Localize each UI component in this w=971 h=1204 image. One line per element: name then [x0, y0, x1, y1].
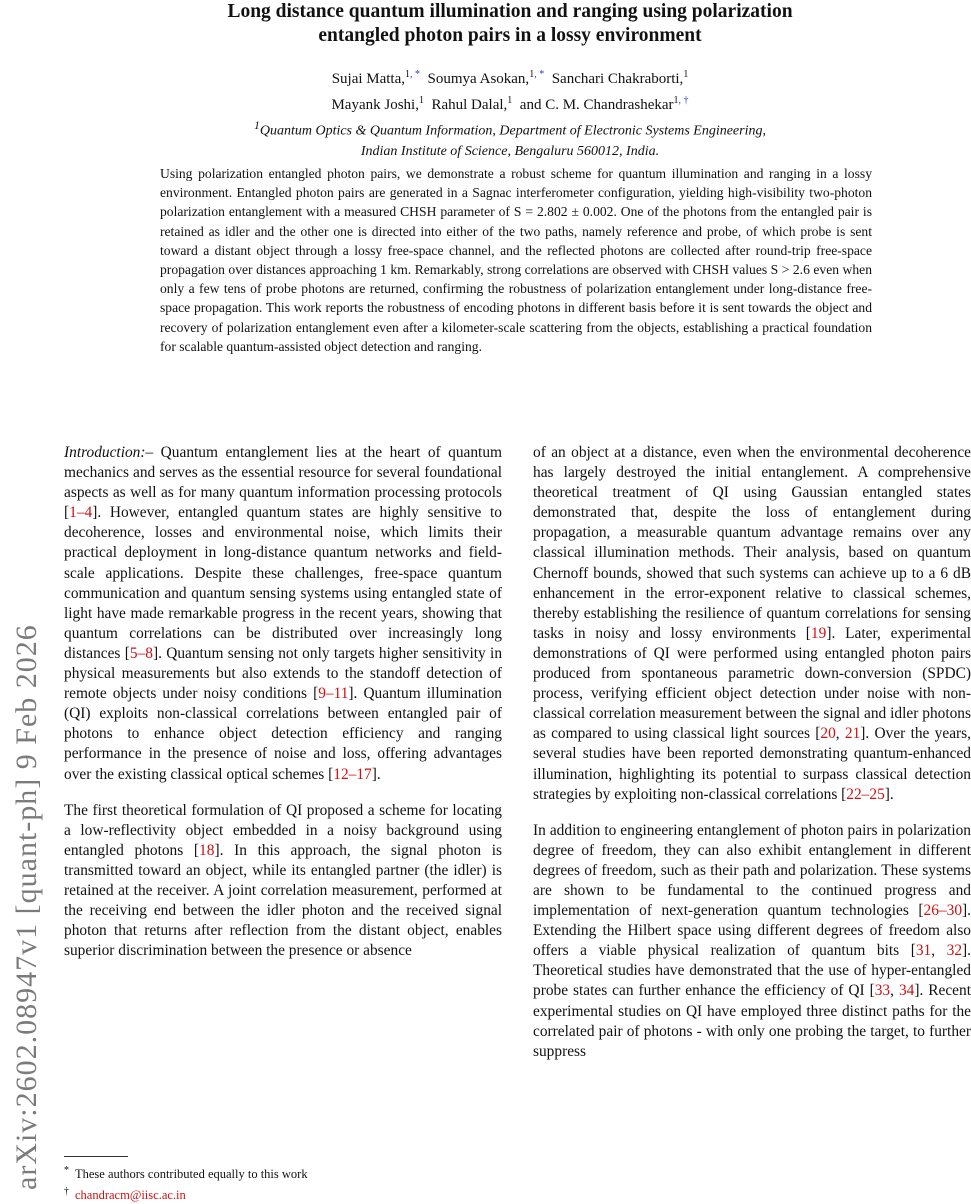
footnotes: [64, 1162, 494, 1204]
author-list: [150, 64, 870, 116]
paragraph-hyperentanglement: In addition to engineering entanglement of photon pairs in polarization degree of freedom, they can also exhibit entanglement in different degrees of freedom, such as their path and polarization. These systems are shown to be fundamental to the continued progress and implementation of next-generation quantum technologies [26–30]. Extending the Hilbert space using different degrees of freedom also offers a viable physical realization of quantum bits [31, 32]. Theoretical studies have demonstrated that the use of hyper-entangled probe states can further enhance the efficiency of QI [33, 34]. Recent experimental studies on QI have employed three distinct paths for the correlated pair of photons - with only one probing the target, to further suppress: [533, 821, 971, 1060]
citation-link[interactable]: 34: [898, 982, 915, 1000]
footnote-equal-contribution: * These authors contributed equally to this work: [64, 1165, 308, 1182]
author-line-1: Sujai Matta,$^{1, *}$ Soumya Asokan,$^{1, *}$ Sanchari Chakraborti,$^1$: [331, 69, 689, 87]
paragraph-introduction: Introduction:– Quantum entanglement lies at the heart of quantum mechanics and serves as the essential resource for several foundational aspects as well as for many quantum information processing protocols [1–4]. However, entangled quantum states are highly sensitive to decoherence, losses and environmental noise, which limits their practical deployment in long-distance quantum networks and field-scale applications. Despite these challenges, free-space quantum communication and quantum sensing systems using entangled state of light have made remarkable progress in the recent years, showing that quantum correlations can be distributed over increasingly long distances [5–8]. Quantum sensing not only targets higher sensitivity in physical measurements but also extends to the standoff detection of remote objects under noisy conditions [9–11]. Quantum illumination (QI) exploits non-classical correlations between entangled pair of photons to enhance object detection efficiency and ranging performance in the presence of noise and loss, offering advantages over the existing classical optical schemes [12–17].: [64, 444, 503, 783]
author-name: Mayank Joshi,: [331, 97, 419, 113]
section-lead: Introduction:: [64, 444, 146, 461]
paragraph-qi-continued: of an object at a distance, even when the environmental decoherence has largely destroyed the initial entanglement. A comprehensive theoretical treatment of QI using Gaussian entangled states demonstrated that, despite the loss of entanglement during propagation, a measurable quantum advantage remains over any classical illumination methods. Their analysis, based on quantum Chernoff bounds, showed that such systems can achieve up to a 6 dB enhancement in the error-exponent relative to classical schemes, thereby establishing the resilience of quantum correlations for sensing tasks in noisy and lossy environments [19]. Later, experimental demonstrations of QI were performed using entangled photon pairs produced from spontaneous parametric down-conversion (SPDC) process, verifying efficient object detection under noise with non-classical correlation measurement between the signal and idler photons as compared to using classical light sources [20, 21]. Over the years, several studies have been reported demonstrating quantum-enhanced illumination, highlighting its potential to surpass classical detection strategies by exploiting non-classical correlations [22–25].: [533, 444, 971, 803]
citation-link[interactable]: 5–8: [129, 644, 153, 662]
citation-link[interactable]: 22–25: [846, 785, 885, 803]
citation-link[interactable]: 19: [810, 624, 827, 642]
email-link[interactable]: chandracm@iisc.ac.in: [75, 1188, 186, 1203]
left-column: [64, 443, 502, 977]
author-name: and C. M. Chandrashekar: [519, 97, 674, 113]
right-column: [533, 443, 971, 1078]
citation-link[interactable]: 31: [915, 942, 932, 960]
citation-link[interactable]: 9–11: [318, 685, 349, 703]
citation-link[interactable]: 20: [820, 725, 836, 743]
title-line-2: entangled photon pairs in a lossy environment: [318, 25, 702, 46]
citation-link[interactable]: 26–30: [923, 902, 963, 920]
citation-link[interactable]: 32: [946, 942, 963, 960]
footnote-email: † chandracm@iisc.ac.in: [64, 1186, 186, 1203]
footnote-divider: [64, 1156, 128, 1157]
citation-link[interactable]: 1–4: [69, 504, 93, 522]
arxiv-identifier: arXiv:2602.08947v1 [quant-ph] 9 Feb 2026: [10, 624, 43, 1190]
paper-title: [150, 0, 870, 48]
paragraph-qi-theory: The first theoretical formulation of QI proposed a scheme for locating a low-reflectivity object embedded in a noisy background using entangled photons [18]. In this approach, the signal photon is transmitted toward an object, while its entangled partner (the idler) is retained at the receiver. A joint correlation measurement, performed at the receiving end between the idler photon and the received signal photon that returns after reflection from the distant object, enables superior discrimination between the presence or absence: [64, 801, 503, 960]
citation-link[interactable]: 12–17: [333, 765, 372, 783]
author-line-2: Mayank Joshi,$^1$ Rahul Dalal,$^1$ and C. M. Chandrashekar$^{1, \dagger}$: [331, 95, 689, 113]
title-line-1: Long distance quantum illumination and ranging using polarization: [227, 1, 793, 22]
citation-link[interactable]: 33: [874, 982, 891, 1000]
abstract: Using polarization entangled photon pairs, we demonstrate a robust scheme for quantum illumination and ranging in a lossy environment. Entangled photon pairs are generated in a Sagnac interferometer configuration, yielding high-visibility two-photon polarization entanglement with a measured CHSH parameter of S = 2.802 ± 0.002. One of the photons from the entangled pair is retained as idler and the other one is directed into either of the two paths, namely reference and probe, of which probe is sent toward a distant object through a lossy free-space channel, and the reflected photons are collected after round-trip free-space propagation over distances approaching 1 km. Remarkably, strong correlations are observed with CHSH values S > 2.6 even when only a few tens of probe photons are returned, confirming the robustness of polarization entanglement under long-distance free-space propagation. This work reports the robustness of encoding photons in different basis before it is sent towards the object and recovery of polarization entanglement even after a kilometer-scale scattering from the objects, establishing a practical foundation for scalable quantum-assisted object detection and ranging.: [160, 166, 872, 354]
author-name: Sujai Matta,: [331, 71, 406, 87]
affiliation: $^1$Quantum Optics & Quantum Information, Department of Electronic Systems Engineering, Indian Institute of Science, Bengaluru 560012, India.: [254, 119, 766, 159]
author-name: Soumya Asokan,: [427, 71, 530, 87]
author-name: Rahul Dalal,: [431, 97, 508, 113]
citation-link[interactable]: 18: [199, 841, 215, 859]
author-name: Sanchari Chakraborti,: [551, 71, 684, 87]
citation-link[interactable]: 21: [844, 725, 861, 743]
